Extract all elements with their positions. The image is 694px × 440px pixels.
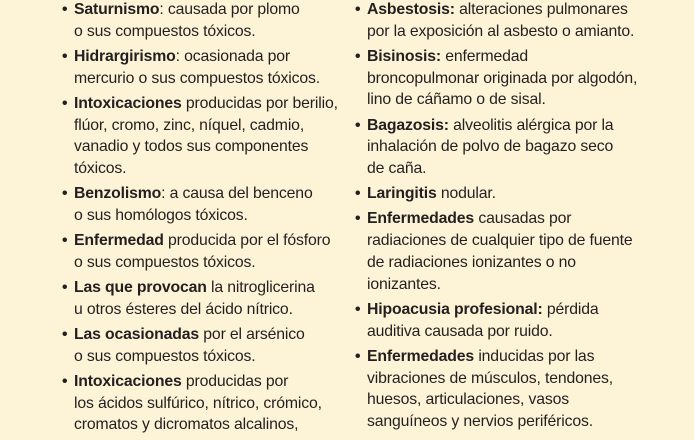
item-line bbox=[367, 115, 685, 137]
bullet-icon: • bbox=[355, 300, 361, 318]
item-line: los ácidos sulfúrico, nítrico, crómico, bbox=[74, 394, 322, 412]
bullet-icon: • bbox=[62, 47, 68, 65]
bullet-icon: • bbox=[355, 210, 361, 228]
item-line bbox=[74, 93, 362, 115]
item-line bbox=[74, 183, 362, 205]
item-text: causadas por bbox=[474, 210, 572, 228]
item-term: Enfermedad bbox=[74, 232, 164, 250]
list-item bbox=[355, 299, 685, 343]
item-term: Intoxicaciones bbox=[74, 372, 182, 390]
item-line: radiaciones de cualquier tipo de fuente bbox=[367, 232, 633, 250]
list-item bbox=[355, 346, 685, 433]
item-term: Hipoacusia profesional: bbox=[367, 300, 543, 318]
item-text: producida por el fósforo bbox=[163, 232, 331, 250]
list-item bbox=[62, 0, 362, 43]
item-line: por la exposición al asbesto o amianto. bbox=[367, 22, 635, 40]
bullet-icon: • bbox=[62, 232, 68, 250]
item-text: enfermedad bbox=[441, 47, 529, 65]
item-line bbox=[367, 299, 685, 321]
list-item bbox=[62, 93, 362, 180]
list-item bbox=[62, 371, 362, 436]
left-column-list bbox=[62, 0, 362, 440]
item-text: la nitroglicerina bbox=[206, 279, 315, 297]
item-text: : a causa del benceno bbox=[161, 185, 313, 203]
item-text: por el arsénico bbox=[199, 325, 305, 343]
item-text: pérdida bbox=[542, 300, 599, 318]
item-line: huesos, articulaciones, vasos bbox=[367, 391, 569, 409]
list-item bbox=[355, 183, 685, 205]
item-text: producidas por berilio, bbox=[181, 94, 338, 112]
list-item bbox=[62, 324, 362, 368]
item-term: Bisinosis: bbox=[367, 47, 441, 65]
item-line bbox=[74, 0, 362, 21]
item-line: o sus compuestos tóxicos. bbox=[74, 253, 256, 271]
item-text: : causada por plomo bbox=[159, 1, 300, 18]
list-item bbox=[62, 230, 362, 274]
item-text: nodular. bbox=[436, 185, 496, 203]
item-line: vanadio y todos sus componentes bbox=[74, 138, 309, 156]
item-line: tóxicos. bbox=[74, 160, 127, 178]
item-line bbox=[367, 346, 685, 368]
item-line: de caña. bbox=[367, 160, 427, 178]
item-line bbox=[367, 46, 685, 68]
list-item bbox=[62, 277, 362, 321]
right-column-list bbox=[355, 0, 685, 436]
item-line: sanguíneos y nervios periféricos. bbox=[367, 413, 593, 431]
list-item bbox=[62, 46, 362, 90]
item-term: Benzolismo bbox=[74, 185, 162, 203]
bullet-icon: • bbox=[355, 347, 361, 365]
item-line: u otros ésteres del ácido nítrico. bbox=[74, 300, 293, 318]
item-term: Las que provocan bbox=[74, 279, 207, 297]
item-text: alteraciones pulmonares bbox=[454, 1, 628, 18]
item-line bbox=[74, 46, 362, 68]
bullet-icon: • bbox=[62, 94, 68, 112]
item-term: Enfermedades bbox=[367, 210, 475, 228]
bullet-icon: • bbox=[355, 1, 361, 18]
item-line: inhalación de polvo de bagazo seco bbox=[367, 138, 614, 156]
item-line: ionizantes. bbox=[367, 275, 441, 293]
list-item bbox=[355, 115, 685, 180]
item-line: mercurio o sus compuestos tóxicos. bbox=[74, 69, 320, 87]
item-text: : ocasionada por bbox=[175, 47, 291, 65]
item-line: o sus homólogos tóxicos. bbox=[74, 207, 248, 225]
item-line: de radiaciones ionizantes o no bbox=[367, 253, 576, 271]
bullet-icon: • bbox=[62, 325, 68, 343]
item-text: producidas por bbox=[181, 372, 289, 390]
list-item bbox=[355, 208, 685, 295]
bullet-icon: • bbox=[355, 47, 361, 65]
item-line bbox=[74, 230, 362, 252]
item-term: Saturnismo bbox=[74, 1, 160, 18]
bullet-icon: • bbox=[355, 116, 361, 134]
bullet-icon: • bbox=[355, 185, 361, 203]
bullet-icon: • bbox=[62, 185, 68, 203]
bullet-icon: • bbox=[62, 1, 68, 18]
item-line: vibraciones de músculos, tendones, bbox=[367, 369, 614, 387]
item-line bbox=[74, 277, 362, 299]
item-text: inducidas por las bbox=[474, 347, 595, 365]
item-line bbox=[367, 208, 685, 230]
item-line bbox=[74, 371, 362, 393]
item-line bbox=[367, 183, 685, 205]
item-term: Hidrargirismo bbox=[74, 47, 176, 65]
item-line: o sus compuestos tóxicos. bbox=[74, 347, 256, 365]
item-line: auditiva causada por ruido. bbox=[367, 322, 553, 340]
item-line: lino de cáñamo o de sisal. bbox=[367, 91, 546, 109]
item-line: cromatos y dicromatos alcalinos, bbox=[74, 416, 299, 434]
item-term: Asbestosis: bbox=[367, 1, 455, 18]
item-text: alveolitis alérgica por la bbox=[448, 116, 614, 134]
item-line: o sus compuestos tóxicos. bbox=[74, 22, 256, 40]
list-item bbox=[355, 0, 685, 43]
item-term: Enfermedades bbox=[367, 347, 475, 365]
item-term: Las ocasionadas bbox=[74, 325, 200, 343]
item-line bbox=[74, 324, 362, 346]
bullet-icon: • bbox=[62, 372, 68, 390]
item-term: Intoxicaciones bbox=[74, 94, 182, 112]
item-term: Bagazosis: bbox=[367, 116, 449, 134]
list-item bbox=[62, 183, 362, 227]
item-line: broncopulmonar originada por algodón, bbox=[367, 69, 638, 87]
bullet-icon: • bbox=[62, 279, 68, 297]
list-item bbox=[355, 46, 685, 111]
item-line bbox=[367, 0, 685, 21]
item-term: Laringitis bbox=[367, 185, 437, 203]
item-line: flúor, cromo, zinc, níquel, cadmio, bbox=[74, 116, 305, 134]
